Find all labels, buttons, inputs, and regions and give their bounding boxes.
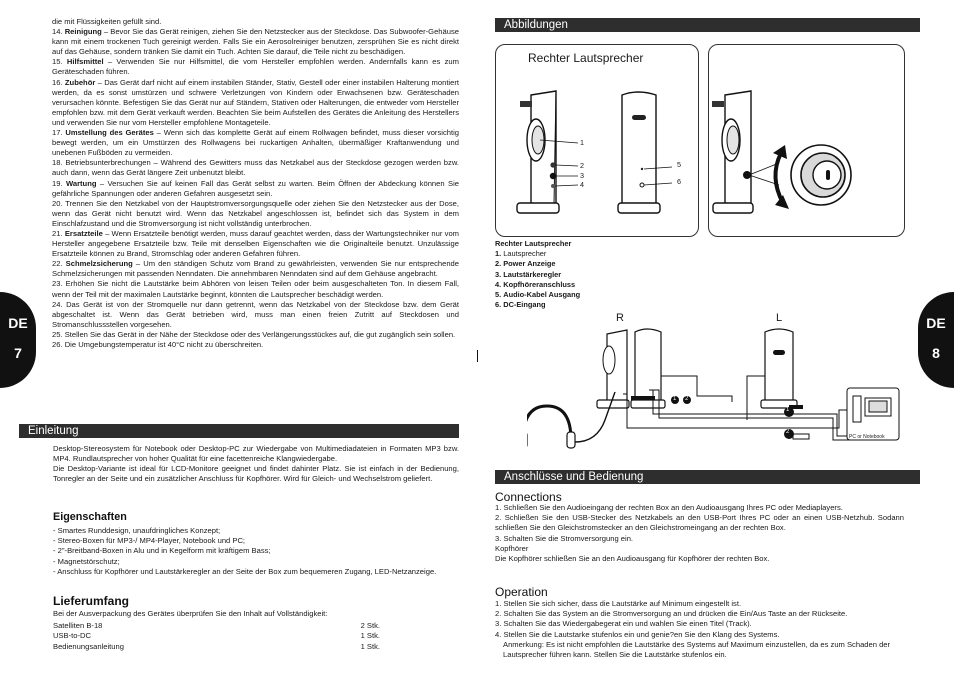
item-title: Reinigung — [64, 27, 102, 37]
legend-item — [495, 249, 580, 259]
safety-item — [52, 330, 459, 340]
safety-item — [52, 199, 459, 229]
item-text: – Bevor Sie das Gerät reinigen, ziehen Sie den Netzstecker aus der Steckdose. Das Subwoofer-Gehäuse kann mit einem trockenen Tuch gereinigt werden. Falls Sie ein Aerosolreiniger benutzen, zersprühen Sie es nicht direkt auf das Gehäuse, sondern tränken Sie damit ein Tuch. Achten Sie darauf, die Teile nicht zu beschädigen. — [52, 27, 459, 57]
legend-text: Audio-Kabel Ausgang — [503, 290, 581, 300]
connection-item: Kopfhörer — [495, 543, 529, 553]
feature-item: - Smartes Runddesign, unaufdringliches Konzept; — [53, 526, 221, 535]
package-qty: 1 Stk. — [360, 631, 380, 641]
package-name: Satelliten B-18 — [53, 621, 103, 631]
safety-item — [52, 78, 459, 128]
safety-item — [52, 17, 459, 27]
item-title: Schmelzsicherung — [65, 259, 133, 269]
speaker-back-drawing — [604, 45, 704, 236]
item-text: Betriebsunterbrechungen – Während des Gewitters muss das Netzkabel aus der Steckdose gezogen werden bzw. auch dann, wenn das Gerät längere Zeit unbenutzt bleibt. — [52, 158, 459, 178]
feature-item: - Anschluss für Kopfhörer und Lautstärkeregler an der Seite der Box zum bequemeren Zugang, LED-Netzanzeige. — [53, 566, 437, 576]
tab-language: DE — [8, 315, 28, 331]
package-qty: 2 Stk. — [360, 621, 380, 631]
step-2: 2 — [786, 429, 790, 435]
item-number: 16. — [52, 77, 63, 87]
item-number: 14. — [52, 27, 63, 37]
label-pc: PC or Notebook — [849, 434, 885, 440]
legend-number: 1. — [495, 249, 502, 259]
item-number: 22. — [52, 259, 63, 269]
package-row — [53, 642, 380, 652]
safety-item — [52, 179, 459, 199]
item-text: – Verwenden Sie nur Hilfsmittel, die vom Hersteller empfohlen werden. Andernfalls kann es zum Geräteschaden führen. — [52, 57, 459, 77]
features-heading: Eigenschaften — [53, 511, 127, 523]
item-number: 23. — [52, 279, 63, 289]
item-number: 15. — [52, 57, 63, 67]
item-text: – Wenn Ersatzteile benötigt werden, muss darauf geachtet werden, dass der Wartungstechniker nur vom Hersteller angegebene Ersatzteile bzw. Teile mit denselben Eigenschaften wie die Originalteile benutzt. Unzulässige Ersatzteile können zu Brand, Stromschlag oder anderen Gefahren führen. — [52, 228, 459, 259]
section-bar-anschluesse — [495, 470, 920, 484]
safety-item — [52, 259, 459, 279]
package-list — [53, 609, 380, 652]
callout-4: 4 — [580, 180, 584, 189]
package-row — [53, 631, 380, 641]
section-bar-abbildungen — [495, 18, 920, 32]
item-text: Trennen Sie den Netzkabel von der Hauptstromversorgungsquelle oder ziehen Sie den Netzstecker aus der Dose, wenn das Gerät nicht benutzt wird. Wenn das Netzkabel angeschlossen ist, befindet sich das System in dem Einschlafzustand und die Stromversorgung ist nicht vollständig unterbrochen. — [52, 198, 459, 228]
operation-item: 4. Stellen Sie die Lautstarke stufenlos ein und genie?en Sie den Klang des Systems. — [495, 629, 780, 639]
legend-text: Lautsprecher — [503, 249, 547, 259]
page-tab-de-7 — [0, 292, 36, 388]
safety-instructions — [52, 17, 459, 350]
page-tab-de-8 — [918, 292, 954, 388]
section-title: Einleitung — [28, 425, 79, 437]
item-number: 21. — [52, 228, 63, 238]
item-number: 25. — [52, 329, 63, 339]
intro-paragraph: Die Desktop-Variante ist ideal für LCD-Monitore geeignet und findet dahinter Platz. Sie ist einfach in der Bedienung, Tonregler an der Seite und ein zusätzlicher Anschluss für Kopfhörer. Wird für Gleich- und Wechselstrom geliefert. — [53, 464, 459, 484]
volume-knob-drawing — [709, 45, 904, 236]
step-2-speaker: 2 — [685, 396, 689, 402]
item-title: Zubehör — [64, 77, 96, 87]
item-number: 19. — [52, 178, 63, 188]
section-title: Abbildungen — [504, 19, 568, 31]
feature-item: - 2"-Breitband-Boxen in Alu und in Kegelform mit kräftigem Bass; — [53, 546, 271, 556]
item-text: – Versuchen Sie auf keinen Fall das Gerät selbst zu warten. Beim Öffnen der Abdeckung können Sie gefährliche Spannungen oder anderen Gefahren ausgesetzt sein. — [52, 178, 459, 198]
operation-item: 3. Schalten Sie das Wiedergabegerat ein und wahlen Sie einen Titel (Track). — [495, 619, 752, 629]
item-title: Hilfsmittel — [66, 57, 104, 67]
item-text: Die Umgebungstemperatur ist 40°C nicht zu überschreiten. — [64, 340, 264, 349]
callout-1: 1 — [580, 138, 584, 147]
safety-item — [52, 340, 459, 350]
figure-title: Rechter Lautsprecher — [528, 51, 644, 65]
legend-text: Kopfhöreranschluss — [503, 279, 576, 289]
figure-right-speaker-front — [495, 44, 699, 237]
item-text: die mit Flüssigkeiten gefüllt sind. — [52, 17, 162, 26]
legend-number: 2. — [495, 259, 502, 269]
safety-item — [52, 158, 459, 178]
safety-item — [52, 279, 459, 299]
step-1: 1 — [786, 407, 790, 413]
package-row — [53, 621, 380, 631]
legend-item — [495, 259, 580, 269]
feature-item: - Magnetstörschutz; — [53, 556, 120, 566]
legend-item — [495, 280, 580, 290]
connection-item: 1. Schließen Sie den Audioeingang der rechten Box an den Audioausgang Ihres PC oder Mediaplayers. — [495, 503, 843, 512]
item-text: – Das Gerät darf nicht auf einem instabilen Ständer, Stativ, Gestell oder einer instabilen Halterung montiert werden, da es sonst umstürzen und schwere Verletzungen von Kindern oder Erwachsenen bzw. Geräteschaden verursachen könnte. Befestigen Sie das Gerät nur auf Ständern, Stativen oder Halterungen, die entweder vom Hersteller empfohlen bzw. mit dem Gerät verkauft werden. Beachten Sie beim Aufstellen des Gerätes die Anleitung des Herstellers und verwenden Sie nur vom Hersteller empfohlene Montageteile. — [52, 77, 459, 127]
legend-number: 4. — [495, 279, 502, 289]
connections-list — [495, 503, 904, 564]
label-right: R — [616, 312, 624, 324]
intro-text — [53, 444, 459, 484]
connections-heading: Connections — [495, 490, 562, 504]
callout-5: 5 — [677, 160, 681, 169]
item-text: – Wenn sich das komplette Gerät auf einem Rollwagen befindet, muss dieser vorsichtig bewegt werden, um ein Umstürzen des Rollwagens bei ruckartigen Anhalten, übermäßiger Kraftanwendung und unebenen Fußböden zu vermeiden. — [52, 128, 459, 158]
safety-item — [52, 57, 459, 77]
safety-item — [52, 229, 459, 259]
operation-list — [495, 599, 904, 660]
item-text: Das Gerät ist von der Stromquelle nur dann getrennt, wenn das Netzkabel von der Steckdose bzw. dem Gerät abgeschaltet ist. Wenn das Gerät betrieben wird, muss man einen freien Zutritt auf Steckdosen und Stromanschlussstellen vorgesehen. — [52, 299, 459, 329]
operation-item: Anmerkung: Es ist nicht empfohlen die Lautstärke des Systems auf Maximum einzustellen, da es zum Schaden der Lautsprecher führen kann. Stellen Sie die Lautstärke stufenlos ein. — [503, 639, 891, 660]
connection-diagram — [527, 310, 907, 460]
item-title: Ersatzteile — [64, 228, 103, 238]
legend-number: 3. — [495, 269, 502, 279]
tab-page-number: 8 — [932, 345, 940, 361]
item-title: Wartung — [65, 178, 97, 188]
legend-title: Rechter Lautsprecher — [495, 239, 572, 248]
right-page — [477, 0, 954, 679]
figure-volume-knob — [708, 44, 905, 237]
item-number: 18. — [52, 158, 63, 168]
legend-item — [495, 290, 580, 300]
item-number: 26. — [52, 340, 63, 349]
item-number: 17. — [52, 128, 63, 138]
safety-item — [52, 300, 459, 330]
safety-item — [52, 128, 459, 158]
section-title: Anschlüsse und Bedienung — [504, 471, 644, 483]
item-text: Stellen Sie das Gerät in der Nähe der Steckdose oder des Verlängerungsstückes auf, die gut zugänglich sein sollen. — [64, 329, 456, 339]
operation-item: 1. Stellen Sie sich sicher, dass die Lautstärke auf Minimum eingestellt ist. — [495, 599, 742, 608]
feature-item: - Stereo-Boxen für MP3-/ MP4-Player, Notebook und PC; — [53, 536, 246, 546]
connection-item: 3. Schalten Sie die Stromversorgung ein. — [495, 533, 634, 543]
intro-paragraph: Desktop-Stereosystem für Notebook oder Desktop-PC zur Wiedergabe von Multimediadateien in Formaten MP3 bzw. MP4. Rundlautsprecher von hoher Qualität für eine facettenreiche Klangwiedergabe. — [53, 444, 459, 464]
safety-item — [52, 27, 459, 57]
step-1-speaker: 1 — [673, 396, 677, 402]
tab-language: DE — [926, 315, 946, 331]
figure-legend — [495, 239, 580, 310]
legend-item — [495, 300, 580, 310]
package-qty: 1 Stk. — [360, 641, 380, 651]
item-number: 20. — [52, 198, 63, 208]
legend-number: 5. — [495, 290, 502, 300]
package-intro: Bei der Ausverpackung des Gerätes überprüfen Sie den Inhalt auf Vollständigkeit: — [53, 609, 328, 618]
callout-6: 6 — [677, 177, 681, 186]
package-name: Bedienungsanleitung — [53, 641, 124, 651]
item-text: Erhöhen Sie nicht die Lautstärke beim Abhören von leisen Teilen oder beim ausgeschalteten Ton. In diesem Fall, wenn der Teil mit der maximalen Lautstärke beginnt, könnten die Lautsprecher beschädigt werden. — [52, 279, 459, 299]
legend-item — [495, 270, 580, 280]
operation-item: 2. Schalten Sie das System an die Stromversorgung an und drücken die Ein/Aus Taste an der Rückseite. — [495, 609, 848, 619]
item-number: 24. — [52, 299, 63, 309]
legend-text: Lautstärkeregler — [503, 269, 562, 279]
features-list — [53, 526, 459, 577]
legend-text: Power Anzeige — [503, 259, 556, 269]
item-title: Umstellung des Gerätes — [65, 128, 154, 138]
legend-number: 6. — [495, 300, 502, 310]
label-left: L — [776, 312, 783, 324]
package-heading: Lieferumfang — [53, 594, 130, 608]
connection-item: 2. Schließen Sie den USB-Stecker des Netzkabels an den USB-Port Ihres PC oder an einen USB-Netzhub. Sodann schließen Sie den Gleichstromstecker an den Gleichstromeingang an der rechten Box. — [495, 513, 904, 533]
item-text: – Um den ständigen Schutz vom Brand zu gewährleisten, verwenden Sie nur entsprechende Schmelzsicherungen mit passenden Nenndaten. Die annehmbaren Nenndaten sind auf dem Gehäuse angebracht. — [52, 259, 459, 279]
legend-text: DC-Eingang — [503, 300, 546, 310]
callout-2: 2 — [580, 161, 584, 170]
package-name: USB-to-DC — [53, 631, 91, 641]
operation-heading: Operation — [495, 585, 548, 599]
tab-page-number: 7 — [14, 345, 22, 361]
callout-3: 3 — [580, 171, 584, 180]
connection-item: Die Kopfhörer schließen Sie an den Audioausgang für Kopfhörer der rechten Box. — [495, 554, 770, 564]
section-bar-einleitung — [19, 424, 459, 438]
